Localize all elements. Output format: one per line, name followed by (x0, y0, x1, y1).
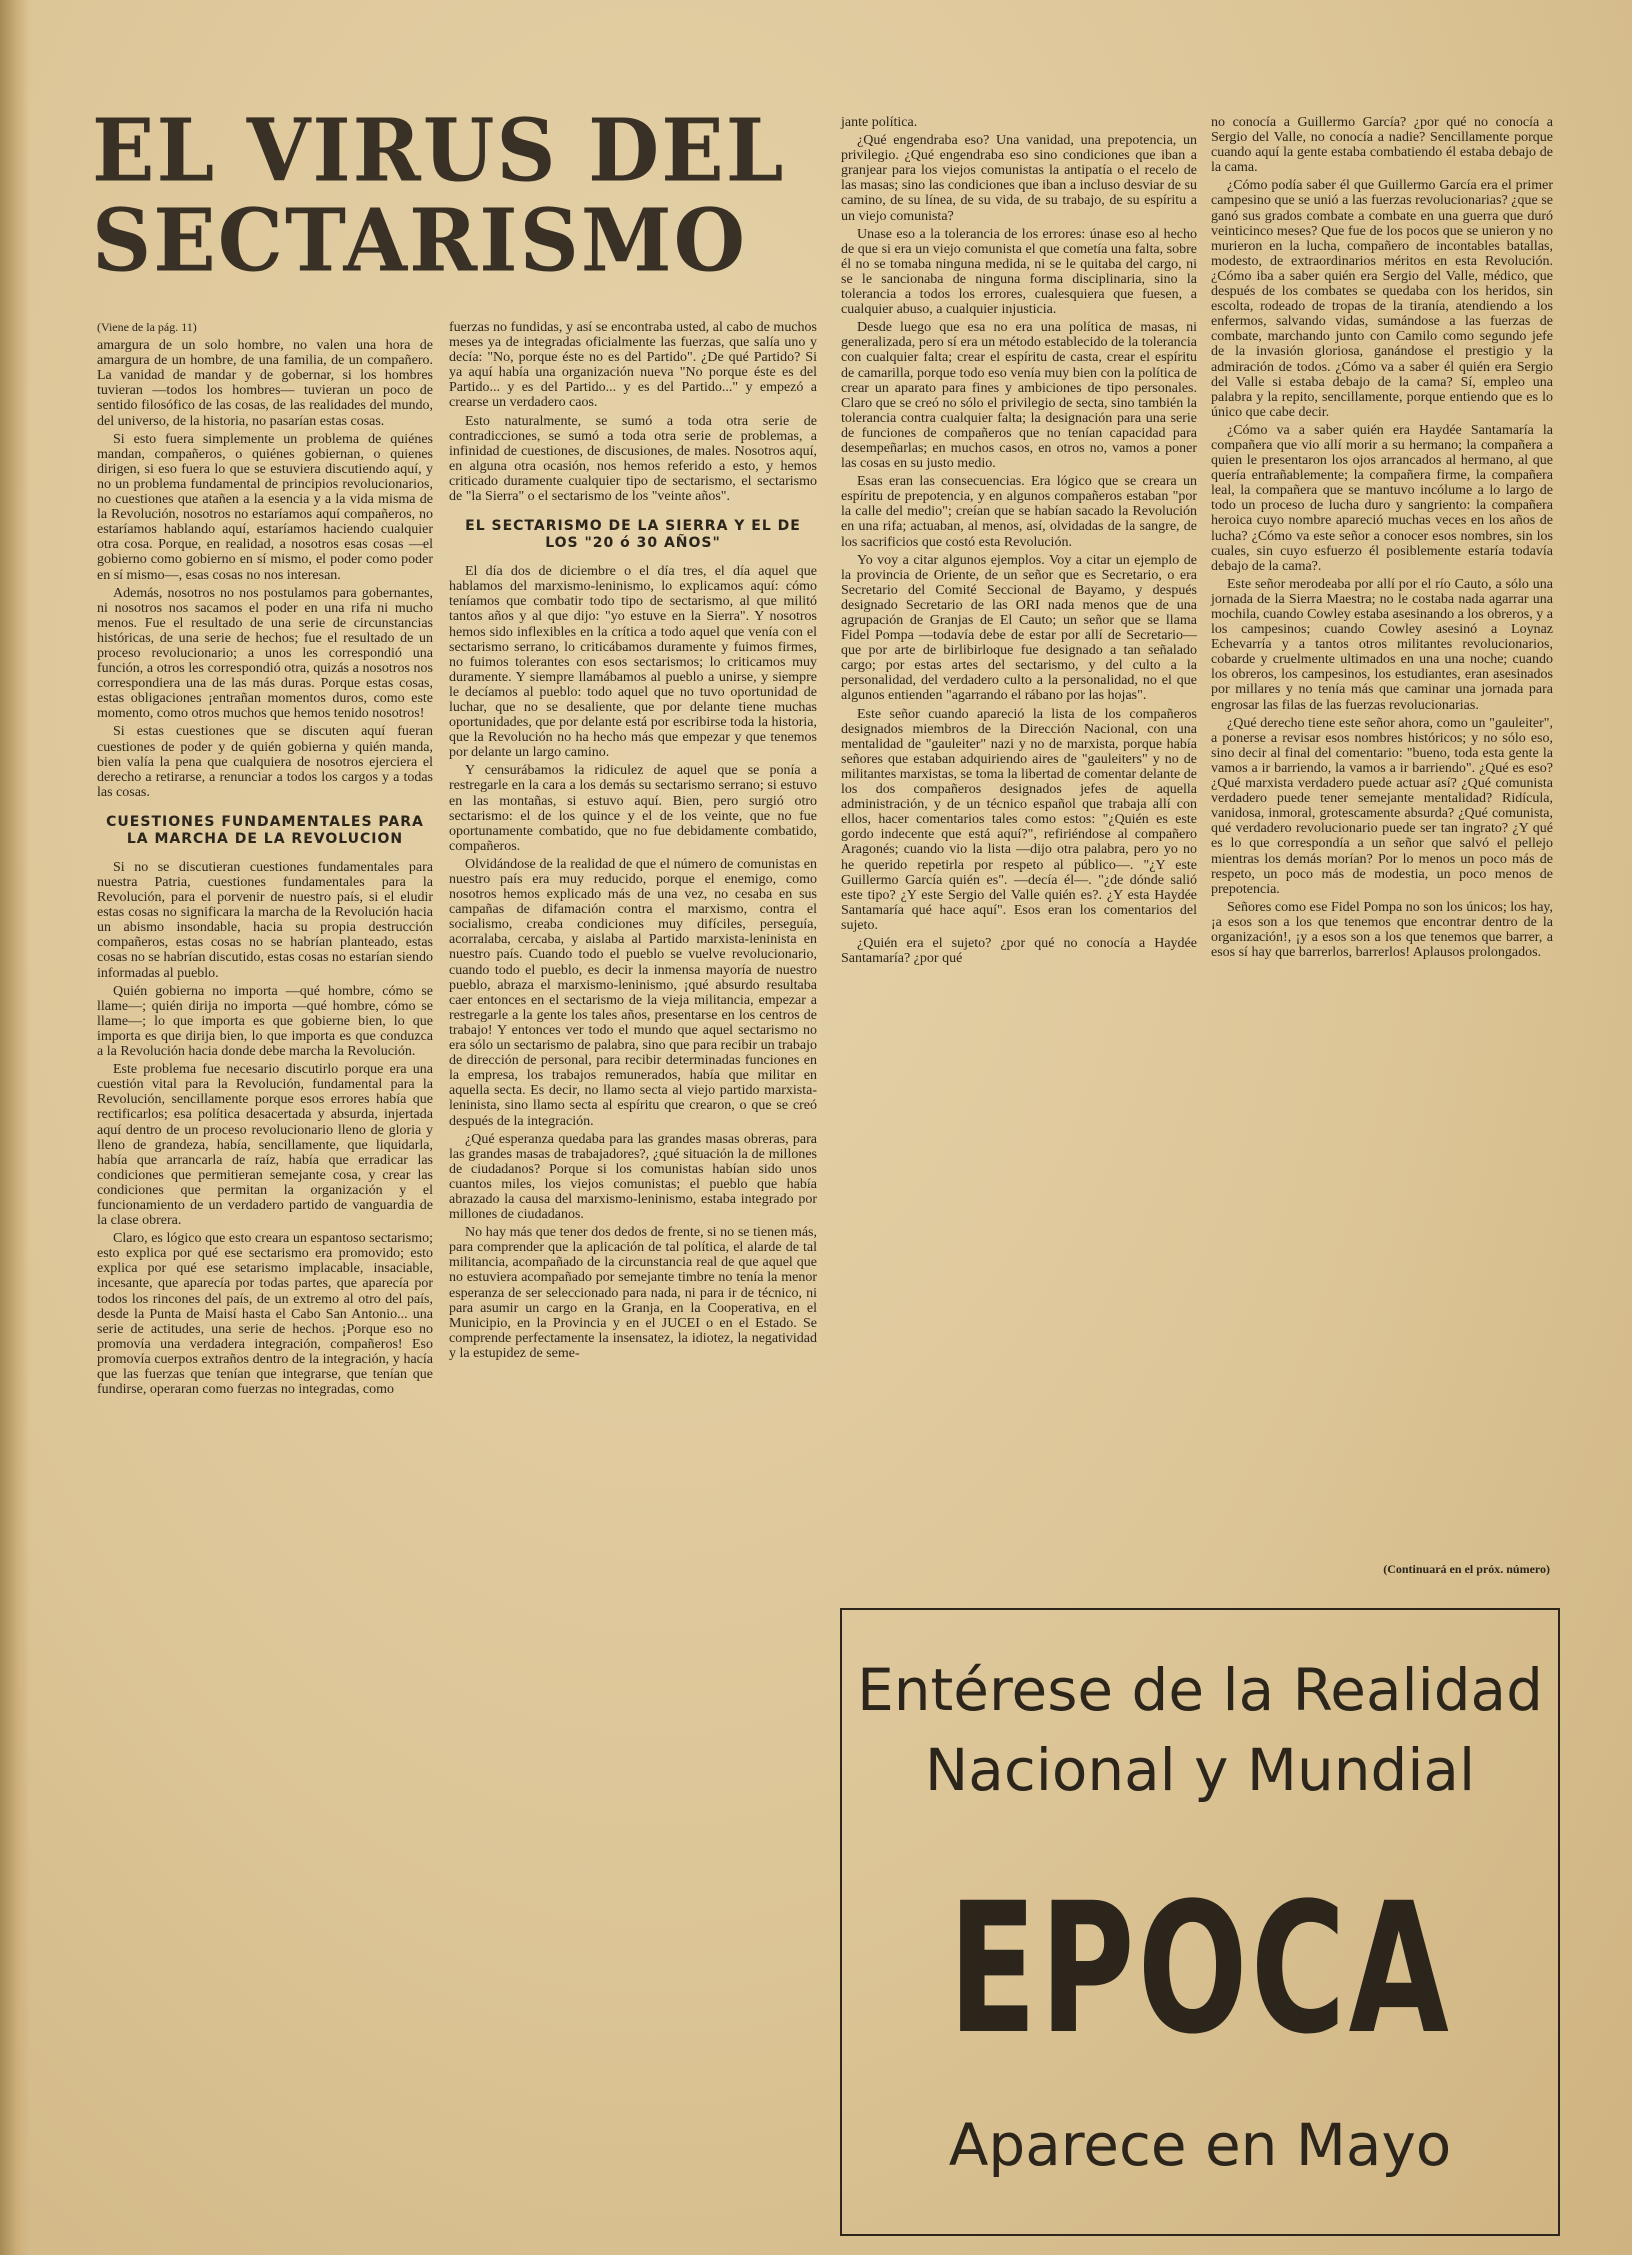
column-2 (449, 320, 817, 1364)
paragraph: Este señor merodeaba por allí por el río Cauto, a sólo una jornada de la Sierra Maestra; no le costaba nada agarrar una mochila, cuando Cowley estaba asesinando a los obreros, y a los campesinos; cuando Cowley asesinó a Loynaz Echevarría y a tantos otros militantes revolucionarios, cobarde y cruelmente ultimados en una una noche; cuando los obreros, los campesinos, los estudiantes, eran asesinados por millares y no tenía más que caminar una jornada para engrosar las filas de las fuerzas revolucionarias. (1211, 576, 1553, 713)
continued-note: (Continuará en el próx. número) (1383, 1562, 1550, 1576)
paragraph: No hay más que tener dos dedos de frente, si no se tienen más, para comprender que la aplicación de tal política, el alarde de tal militancia, acompañado de la circunstancia real de que aquel que no estuviera acompañado por semejante timbre no tenía la menor esperanza de ser seleccionado para nada, ni para ir de técnico, ni para asumir un cargo en la Granja, en la Cooperativa, en el Municipio, en la Provincia y en el JUCEI o en el Estado. Se comprende perfectamente la insensatez, la idiotez, la negatividad y la estupidez de seme- (449, 1225, 817, 1361)
paragraph: ¿Cómo va a saber quién era Haydée Santamaría la compañera que vio allí morir a su hermano; la compañera a quien le presentaron los ojos arrancados al hermano, al que quería entrañablemente; la compañera firme, la compañera leal, la compañera que se mantuvo incólume a lo largo de todo un proceso de lucha duro y sangriento: la compañera heroica cuyo nombre apareció muchas veces en los años de lucha? ¿Cómo va este señor a conocer esos nombres, sin los cuales, sin cuyo esfuerzo él posiblemente estaría todavía debajo de la cama?. (1211, 422, 1553, 574)
ad-footer: Aparece en Mayo (948, 2111, 1452, 2179)
paragraph: El día dos de diciembre o el día tres, el día aquel que hablamos del marxismo-leninismo, lo explicamos aquí: cómo teníamos que combatir todo tipo de sectarismo, al que militó tantos años y al que dijo: "yo estuve en la Sierra". Y nosotros hemos sido inflexibles en la crítica a todo aquel que venía con el sectarismo serrano, lo criticábamos duramente y fuimos firmes, no fuimos tolerantes con esos sectarismos; lo criticamos muy duramente. Y siempre llamábamos al pueblo a unirse, y siempre le decíamos al pueblo: todo aquel que no tuvo oportunidad de luchar, que no se desaliente, que por delante tiene muchas oportunidades, que por delante está por escribirse toda la historia, que la Revolución no ha hecho más que empezar y que tenemos por delante un largo camino. (449, 564, 817, 761)
paragraph: amargura de un solo hombre, no valen una hora de amargura de un hombre, de una familia, de un compañero. La vanidad de mandar y de gobernar, si los hombres tuvieran —todos los hombres— tuvieran un poco de sentido filosófico de las cosas, de las realidades del mundo, del universo, de la historia, no pasarían estas cosas. (97, 338, 433, 429)
paragraph: ¿Qué derecho tiene este señor ahora, como un "gauleiter", a ponerse a revisar esos nombres históricos; y no sólo eso, sino decir al final del comentario: "bueno, toda esta gente la vamos a ir barriendo, la vamos a ir barriendo". ¿Qué es eso? ¿Qué marxista verdadero puede actuar así? ¿Qué comunista verdadero puede tener semejante mentalidad? Ridícula, vanidosa, inmoral, grotescamente absurda? ¿Qué comunista, qué verdadero revolucionario puede ser tan ingrato? ¿Y qué es lo que correspondía a un señor que salvó el pellejo mientras los demás morían? Por lo menos un poco más de respeto, un poco más de modestia, un poco menos de prepotencia. (1211, 715, 1553, 897)
paragraph: Esas eran las consecuencias. Era lógico que se creara un espíritu de prepotencia, y en algunos compañeros estaban "por la calle del medio"; creían que se habían sacado la Revolución en una rifa; actuaban, al menos, así, olvidadas de la sangre, de los sacrificios que costó esta Revolución. (841, 474, 1197, 550)
paragraph: Yo voy a citar algunos ejemplos. Voy a citar un ejemplo de la provincia de Oriente, de un señor que es Secretario, o era Secretario del Comité Seccional de Bayamo, y después designado Secretario de las ORI nada menos que de una agrupación de Granjas de El Cauto; un señor que se llama Fidel Pompa —todavía debe de estar por allí de Secretario— que por arte de birlibirloque fue designado a tan señalado cargo; por estas artes del sectarismo, y del culto a la personalidad, del verdadero culto a la personalidad, no el que algunos entienden "agarrando el rábano por las hojas". (841, 552, 1197, 704)
paragraph: ¿Cómo podía saber él que Guillermo García era el primer campesino que se unió a las fuerzas revolucionarias? ¿que se ganó sus grados combate a combate en una guerra que duró veinticinco meses? Que fue de los pocos que se unieron y no murieron en la lucha, compañero de incontables batallas, modesto, de extraordinarios méritos en esta Revolución. ¿Cómo iba a saber quién era Sergio del Valle, médico, que después de los combates se quedaba con los heridos, sin escolta, rodeado de tropas de la tiranía, atendiendo a los enfermos, salvando vidas, sumándose a las fuerzas de combate, marchando junto con Camilo como segundo jefe de la invasión gloriosa, ganándose el prestigio y la admiración de todos. ¿Cómo va a saber él quién era Sergio del Valle si estaba debajo de la cama? Sí, empleo una palabra y la repito, sencillamente, porque entiendo que es lo único que cabe decir. (1211, 178, 1553, 420)
column-4 (1211, 115, 1553, 963)
continued-from-note: (Viene de la pág. 11) (97, 320, 197, 334)
paragraph: Quién gobierna no importa —qué hombre, cómo se llame—; quién dirija no importa —qué hombre, cómo se llame—; lo que importa es que gobierne bien, lo que importa es que dirija bien, lo que importa es que conduzca a la Revolución hacia donde debe marcha la Revolución. (97, 983, 433, 1060)
paragraph: no conocía a Guillermo García? ¿por qué no conocía a Sergio del Valle, no conocía a nadie? Sencillamente porque cuando aquí la gente estaba combatiendo él estaba debajo de la cama. (1211, 115, 1553, 176)
column-1 (97, 320, 433, 1400)
epoca-advertisement (840, 1608, 1560, 2236)
paragraph: ¿Qué engendraba eso? Una vanidad, una prepotencia, un privilegio. ¿Qué engendraba eso sino condiciones que iban a granjear para los viejos comunistas la antipatía o el recelo de las masas; sino las condiciones que iban a incluso desviar de su camino, de su línea, de su vida, de su trabajo, de su espíritu a un viejo comunista? (841, 133, 1197, 224)
ad-headline-line1: Entérese de la Realidad (857, 1656, 1543, 1724)
ad-headline-line2: Nacional y Mundial (924, 1736, 1476, 1804)
paragraph: Y censurábamos la ridiculez de aquel que se ponía a restregarle en la cara a los demás su sectarismo serrano; si estuvo en las montañas, si estuvo aquí. Bien, pero surgió otro sectarismo: el de los quince y el de los veinte, que no fue oportunamente combatido, que no fue debidamente combatido, compañeros. (449, 763, 817, 854)
paragraph: ¿Quién era el sujeto? ¿por qué no conocía a Haydée Santamaría? ¿por qué (841, 935, 1197, 967)
paragraph: ¿Qué esperanza quedaba para las grandes masas obreras, para las grandes masas de trabajadores?, ¿qué situación la de millones de ciudadanos? Porque si los comunistas habían sido unos cuantos miles, los viejos comunistas; el pueblo que había abrazado la causa del marxismo-leninismo, estaba integrado por millones de ciudadanos. (449, 1131, 817, 1223)
paragraph: Olvidándose de la realidad de que el número de comunistas en nuestro país era muy reducido, porque el enemigo, como nosotros hemos explicado más de una vez, no cesaba en sus campañas de difamación contra el marxismo, contra el socialismo, creaba condiciones muy difíciles, perseguía, acorralaba, cercaba, y aislaba al Partido marxista-leninista en nuestro país. Cuando todo el pueblo se vuelve revolucionario, cuando todo el pueblo, es decir la inmensa mayoría de nuestro pueblo, abraza el marxismo-leninismo, ¡qué absurdo resultaba caer entonces en el sectarismo de la vieja militancia, empezar a restregarle a la gente los tales años, presentarse en los centros de trabajo! Y entonces ver todo el mundo que aquel sectarismo no era sólo un sectarismo de palabra, sino que para recibir un trabajo de dirección de personal, para recibir determinadas funciones en la empresa, los trabajos remunerados, había que militar en aquella secta. Es decir, no llamo secta al viejo partido marxista-leninista, sino llamo secta al espíritu que crearon, o que se creó después de la integración. (449, 856, 817, 1129)
paragraph: fuerzas no fundidas, y así se encontraba usted, al cabo de muchos meses ya de integradas oficialmente las fuerzas, que salía uno y decía: "No, porque éste no es del Partido". ¿De qué Partido? Si ya aquí había una organización nueva "No porque éste es del Partido... y es del Partido... y es del Partido..." y empezó a crearse un verdadero caos. (449, 320, 817, 411)
column-3 (841, 115, 1197, 969)
paragraph: jante política. (841, 115, 918, 130)
paragraph: Además, nosotros no nos postulamos para gobernantes, ni nosotros nos sacamos el poder en una rifa ni mucho menos. Fue el resultado de una serie de circunstancias históricas, de una serie de hechos; fue el resultado de un proceso revolucionario; a unos les correspondió una función, a otros les correspondió otra, quizás a nosotros nos correspondiera una de las más duras. Porque estas cosas, estas obligaciones ¡entrañan momentos duros, como este momento, como otros muchos que hemos tenido nosotros! (97, 585, 433, 722)
paragraph: Señores como ese Fidel Pompa no son los únicos; los hay, ¡a esos son a los que tenemos que encontrar dentro de la organización!, ¡y a esos son a los que tenemos que barrer, a esos sí hay que barrerlos, barrerlos! Aplausos prolongados. (1211, 899, 1553, 961)
article-title: EL VIRUS DEL SECTARISMO (92, 100, 786, 292)
paragraph: Este problema fue necesario discutirlo porque era una cuestión vital para la Revolución, fundamental para la Revolución, sencillamente porque esos errores había que rectificarlos; esa política desacertada y absurda, injertada aquí dentro de un proceso revolucionario lleno de gloria y lleno de grandeza, había, sencillamente, que liquidarla, había que arrancarla de raíz, había que erradicar las condiciones que permitieran semejante cosa, y crear las condiciones que permitan la organización y el funcionamiento de un verdadero partido de vanguardia de la clase obrera. (97, 1062, 433, 1229)
page-edge-shadow (0, 0, 30, 2255)
subheading-sierra: EL SECTARISMO DE LA SIERRA Y EL DE LOS "20 ó 30 AÑOS" (465, 518, 801, 552)
ad-headline (842, 1650, 1558, 1810)
paragraph: Si no se discutieran cuestiones fundamentales para nuestra Patria, cuestiones fundamentales para la Revolución, para el porvenir de nuestro país, si el eludir estas cosas no significara la marcha de la Revolución hacia un abismo insondable, hacia su propia destrucción compañeros, estas cosas no se habrían planteado, estas cosas no se habrían discutido, estas cosas no estarían siendo informadas al pueblo. (97, 859, 433, 981)
paragraph: Esto naturalmente, se sumó a toda otra serie de contradicciones, se sumó a toda otra serie de problemas, a infinidad de cuestiones, de discusiones, de males. Nosotros aquí, en alguna otra ocasión, nos hemos referido a esto, y hemos criticado duramente cualquier tipo de sectarismo, el sectarismo de "la Sierra" o el sectarismo de los "veinte años". (449, 413, 817, 505)
ad-brand-name: EPOCA (948, 1865, 1452, 2074)
paragraph: Si esto fuera simplemente un problema de quiénes mandan, compañeros, o quiénes gobiernan, o quienes dirigen, si eso fuera lo que se estuviera discutiendo aquí, y no un problema fundamental de principios revolucionarios, no cuestiones que atañen a la esencia y a la vida misma de la Revolución, nosotros no estaríamos aquí compañeros, no estaríamos hablando aquí, estaríamos haciendo cualquier otra cosa. Porque, en realidad, a nosotros esas cosas —el gobierno como gobierno en sí mismo, el poder como poder en sí mismo—, esas cosas no nos interesan. (97, 431, 433, 583)
paragraph: Este señor cuando apareció la lista de los compañeros designados miembros de la Dirección Nacional, con una mentalidad de "gauleiter" nazi y no de marxista, porque había señores que estaban adquiriendo aires de "gauleiters" y no de militantes marxistas, se toma la libertad de comentar delante de los dos compañeros designados jefes de aquella administración, y de un técnico español que trabaja allí con ellos, hacer comentarios tales como estos: "¿Quién es este gordo indecente que está aquí?", refiriéndose al compañero Aragonés; cuando vio la lista —dijo otra palabra, pero yo no he querido repetirla por respeto al público—. "¿Y este Guillermo García quién es". —decía él—. "¿de dónde salió este tipo? ¿Y este Sergio del Valle quién es?. ¿Y esta Haydée Santamaría qué hace aquí". Esos eran los comentarios del sujeto. (841, 706, 1197, 933)
paragraph: Desde luego que esa no era una política de masas, ni generalizada, pero sí era un método establecido de la tolerancia con cualquier falta; crear el espíritu de casta, crear el espíritu de camarilla, porque todo eso venía muy bien con la política de crear un aparato para fines y ambiciones de tipo personales. Claro que se creó no sólo el privilegio de secta, sino también la tolerancia contra cualquier falta; la designación para una serie de funciones de compañeros que no tenían capacidad para desempeñarlas; en muchos casos, en otros no, vamos a poner las cosas en su justo medio. (841, 320, 1197, 472)
subheading-cuestiones: CUESTIONES FUNDAMENTALES PARA LA MARCHA DE LA REVOLUCION (106, 813, 424, 847)
paragraph: Unase eso a la tolerancia de los errores: únase eso al hecho de que si era un viejo comunista el que cometía una falta, sobre él no se tomaba ninguna medida, ni se le quitaba del cargo, ni se le sancionaba de ninguna forma disciplinaria, sino la tolerancia a todos los errores, cualesquiera que fuesen, a cualquier abuso, a cualquier injusticia. (841, 226, 1197, 318)
paragraph: Si estas cuestiones que se discuten aquí fueran cuestiones de poder y de quién gobierna y quién manda, bien valía la pena que cualquiera de nosotros ejerciera el derecho a retirarse, a renunciar a todos los cargos y a todas las cosas. (97, 724, 433, 800)
paragraph: Claro, es lógico que esto creara un espantoso sectarismo; esto explica por qué ese sectarismo era promovido; esto explica por qué ese setarismo implacable, insaciable, incesante, que aparecía por todas partes, que aparecía por todos los rincones del país, de un extremo al otro del país, desde la Punta de Maisí hasta el Cabo San Antonio... una serie de actitudes, una serie de hechos. ¡Porque eso no promovía una verdadera integración, compañeros! Eso promovía cuerpos extraños dentro de la integración, y hacía que las fuerzas que tenían que integrarse, que tenían que fundirse, operaran como fuerzas no integradas, como (97, 1231, 433, 1398)
